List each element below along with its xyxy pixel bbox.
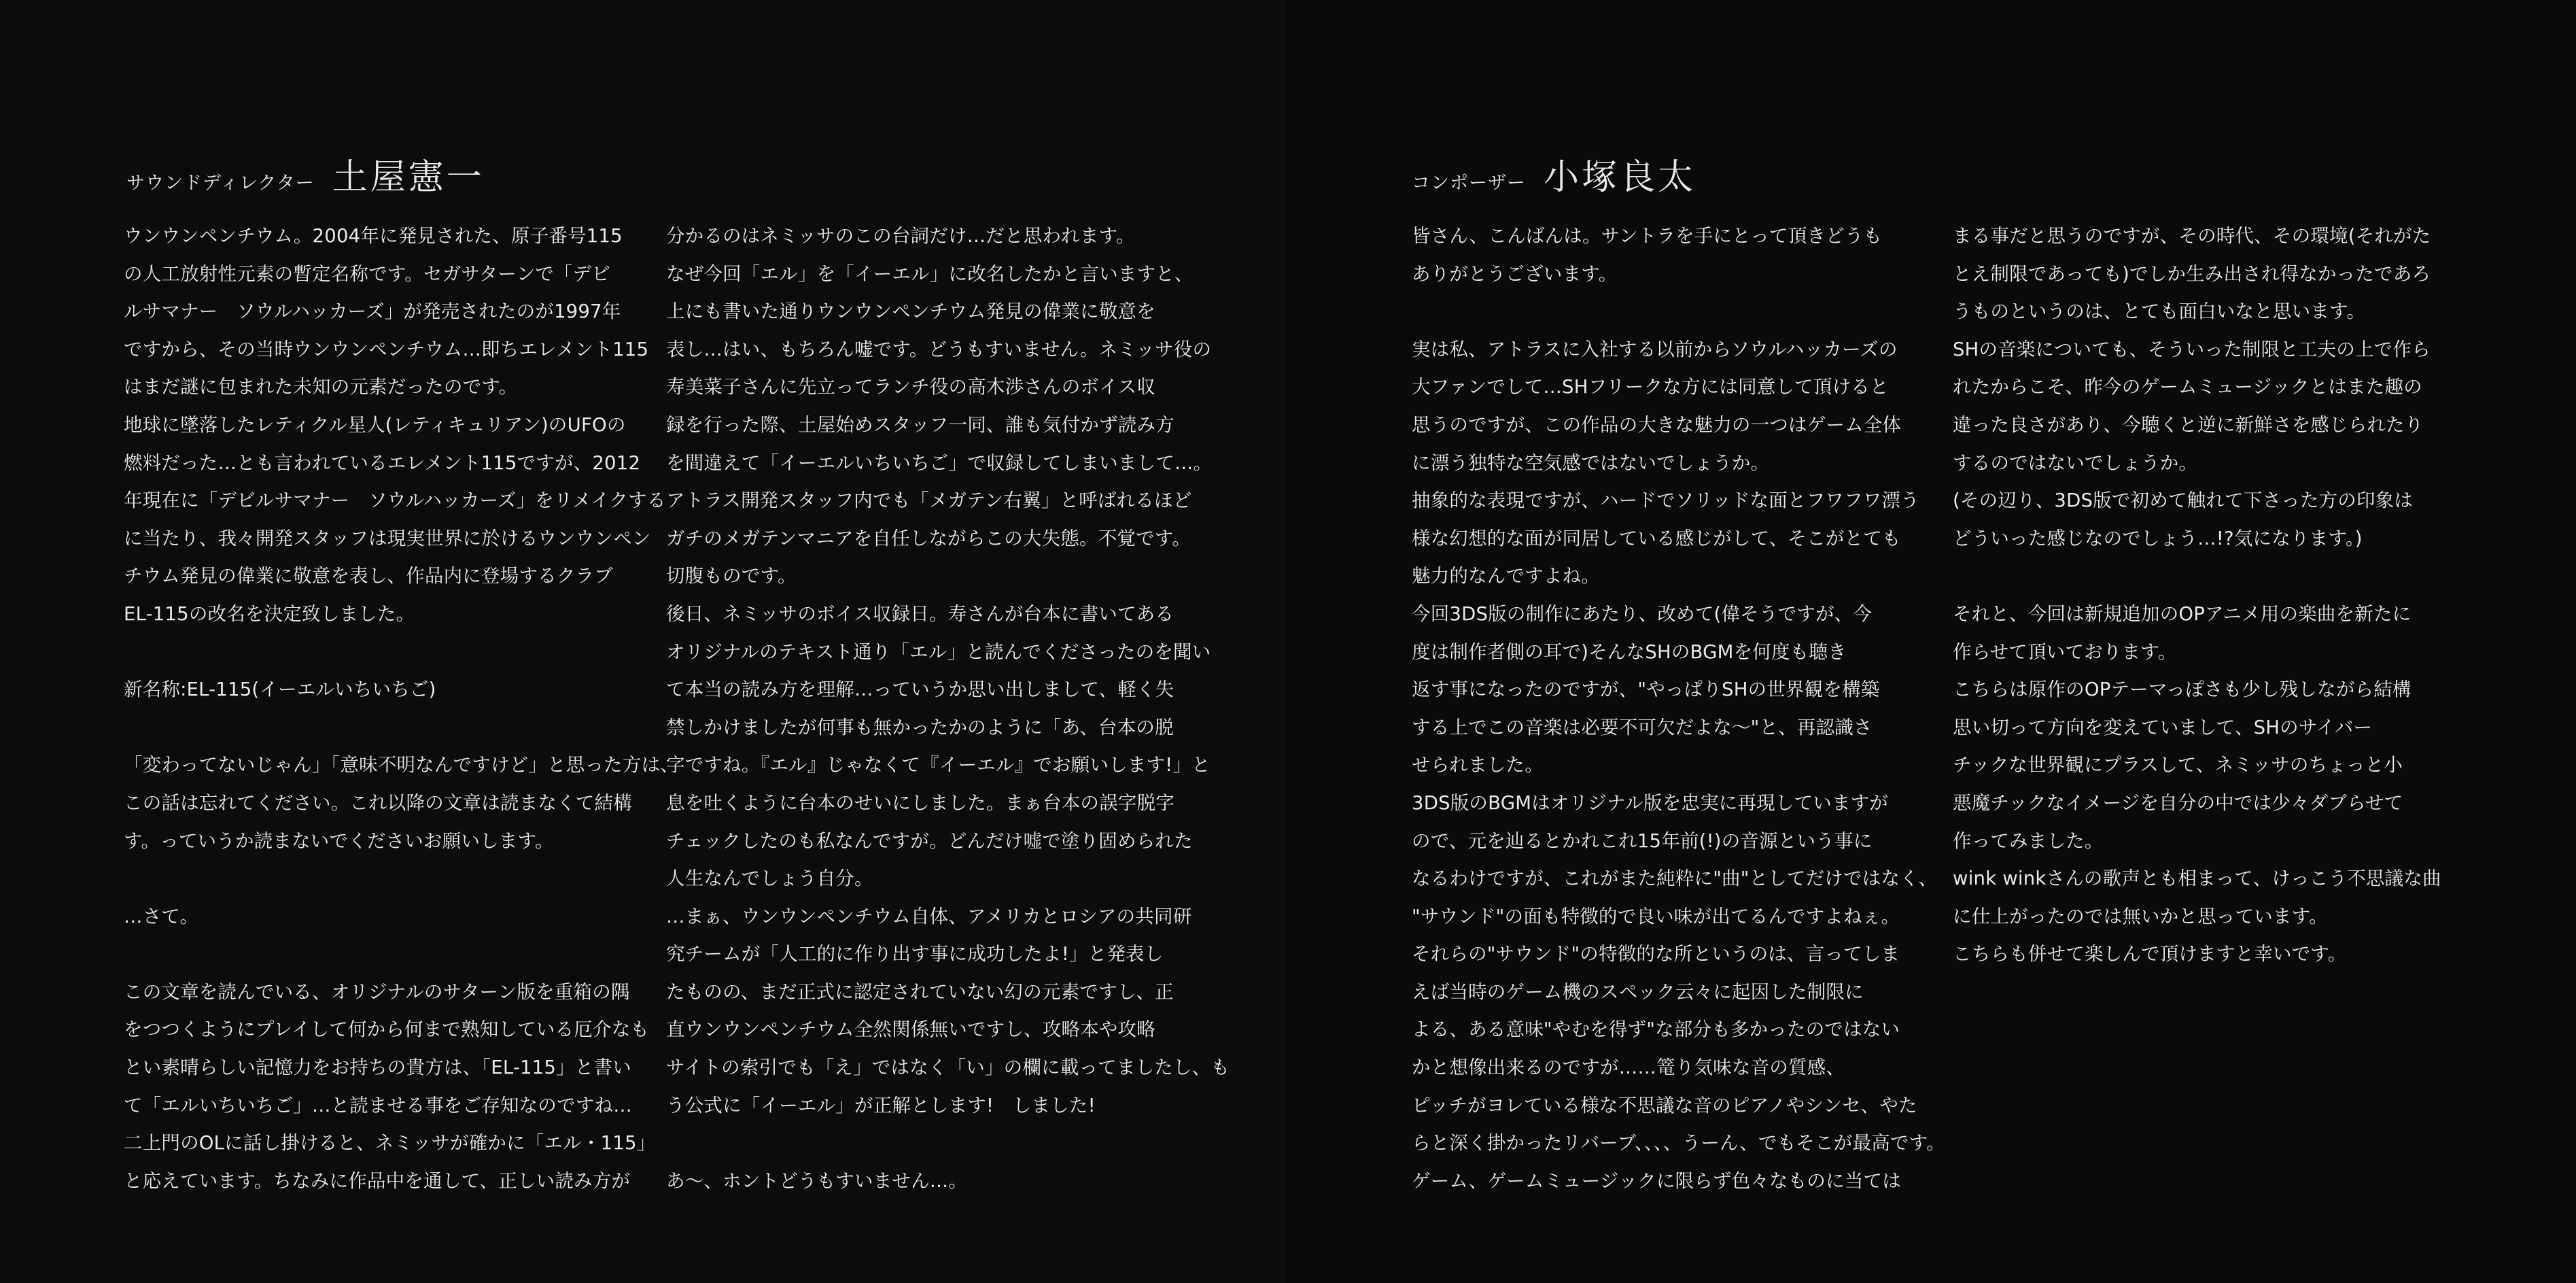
text-line: 悪魔チックなイメージを自分の中では少々ダブらせて <box>1953 791 2403 814</box>
text-line: たものの、まだ正式に認定されていない幻の元素ですし、正 <box>666 980 1174 1003</box>
text-line: て「エルいちいちご」…と読ませる事をご存知なのですね… <box>124 1094 632 1116</box>
text-line: 字ですね。『エル』じゃなくて『イーエル』でお願いします!」と <box>666 754 1211 776</box>
text-line: とい素晴らしい記憶力をお持ちの貴方は、「EL-115」と書い <box>124 1057 631 1079</box>
blank-line <box>124 634 627 672</box>
text-line: ですから、その当時ウンウンペンチウム…即ちエレメント115 <box>124 338 649 360</box>
text-line: を間違えて「イーエルいちいちご」で収録してしまいまして…。 <box>666 451 1213 474</box>
text-line: らと深く掛かったリバーブ、、、、うーん、でもそこが最高です。 <box>1412 1132 1945 1154</box>
text-line: …まぁ、ウンウンペンチウム自体、アメリカとロシアの共同研 <box>666 905 1192 927</box>
text-line: えば当時のゲーム機のスペック云々に起因した制限に <box>1412 980 1864 1003</box>
text-line: なぜ今回「エル」を「イーエル」に改名したかと言いますと、 <box>666 262 1194 285</box>
text-line: 息を吐くように台本のせいにしました。まぁ台本の誤字脱字 <box>666 791 1174 814</box>
text-line: この話は忘れてください。これ以降の文章は読まなくて結構 <box>124 791 632 814</box>
text-line: 禁しかけましたが何事も無かったかのように「あ、台本の脱 <box>666 716 1174 738</box>
text-line: …さて。 <box>124 905 199 927</box>
text-line: せられました。 <box>1412 754 1544 776</box>
right-page <box>1288 0 2576 1283</box>
text-line: 寿美菜子さんに先立ってランチ役の高木渉さんのボイス収 <box>666 376 1155 398</box>
blank-line <box>666 1125 1169 1163</box>
text-line: アトラス開発スタッフ内でも「メガテン右翼」と呼ばれるほど <box>666 490 1192 512</box>
text-line: こちらも併せて楽しんで頂けますと幸いです。 <box>1953 943 2347 965</box>
text-line: あ～、ホントどうもすいません…。 <box>666 1169 968 1192</box>
text-line: 切腹ものです。 <box>666 565 797 587</box>
text-line: ピッチがヨレている様な不思議な音のピアノやシンセ、やた <box>1412 1094 1917 1116</box>
text-line: 様な幻想的な面が同居している感じがして、そこがとても <box>1412 527 1901 549</box>
left-name: 土屋憲一 <box>332 157 485 198</box>
text-line: 新名称:EL-115(イーエルいちいちご) <box>124 679 436 701</box>
text-line: SHの音楽についても、そういった制限と工夫の上で作ら <box>1953 338 2431 360</box>
text-line: なるわけですが、これがまた純粋に"曲"としてだけではなく、 <box>1412 868 1938 890</box>
text-line: (その辺り、3DS版で初めて触れて下さった方の印象は <box>1953 490 2414 512</box>
text-line: 録を行った際、土屋始めスタッフ一同、誰も気付かず読み方 <box>666 413 1174 436</box>
text-line: オリジナルのテキスト通り「エル」と読んでくださったのを聞い <box>666 640 1211 663</box>
text-line: チェックしたのも私なんですが。どんだけ嘘で塗り固められた <box>666 829 1193 852</box>
text-line: 魅力的なんですよね。 <box>1412 565 1600 587</box>
text-line: 地球に墜落したレティクル星人(レティキュリアン)のUFOの <box>124 413 626 436</box>
text-line: と応えています。ちなみに作品中を通して、正しい読み方が <box>124 1169 631 1192</box>
text-line: EL-115の改名を決定致しました。 <box>124 602 415 625</box>
text-line: 3DS版のBGMはオリジナル版を忠実に再現していますが <box>1412 791 1889 814</box>
text-line: こちらは原作のOPテーマっぽさも少し残しながら結構 <box>1953 679 2412 701</box>
text-line: ウンウンペンチウム。2004年に発見された、原子番号115 <box>124 225 623 247</box>
text-line: 後日、ネミッサのボイス収録日。寿さんが台本に書いてある <box>666 602 1174 625</box>
left-heading <box>126 148 485 199</box>
text-line: 年現在に「デビルサマナー ソウルハッカーズ」をリメイクする <box>124 490 666 512</box>
right-heading <box>1412 148 1696 199</box>
text-line: この文章を読んでいる、オリジナルのサターン版を重箱の隅 <box>124 980 630 1003</box>
text-line: それと、今回は新規追加のOPアニメ用の楽曲を新たに <box>1953 602 2412 625</box>
text-line: wink winkさんの歌声とも相まって、けっこう不思議な曲 <box>1953 868 2441 890</box>
blank-line <box>124 709 627 747</box>
text-line: 直ウンウンペンチウム全然関係無いですし、攻略本や攻略 <box>666 1019 1155 1041</box>
text-line: かと想像出来るのですが……篭り気味な音の質感、 <box>1412 1057 1845 1079</box>
text-line: 皆さん、こんばんは。サントラを手にとって頂きどうも <box>1412 225 1883 247</box>
text-line: する上でこの音楽は必要不可欠だよな～"と、再認識さ <box>1412 716 1873 738</box>
text-line: 二上門のOLに話し掛けると、ネミッサが確かに「エル・115」 <box>124 1132 656 1154</box>
text-line: 上にも書いた通りウンウンペンチウム発見の偉業に敬意を <box>666 301 1155 323</box>
text-line: するのではないでしょうか。 <box>1953 451 2198 474</box>
text-line: 思い切って方向を変えていまして、SHのサイバー <box>1953 716 2373 738</box>
text-line: 違った良さがあり、今聴くと逆に新鮮さを感じられたり <box>1953 413 2424 436</box>
text-line: よる、ある意味"やむを得ず"な部分も多かったのではない <box>1412 1019 1900 1041</box>
right-role: コンポーザー <box>1412 173 1526 194</box>
text-line: 「変わってないじゃん」「意味不明なんですけど」と思った方は、 <box>124 754 679 776</box>
text-line: 作ってみました。 <box>1953 829 2104 852</box>
text-line: うものというのは、とても面白いなと思います。 <box>1953 301 2366 323</box>
left-column-1 <box>124 218 679 1200</box>
text-line: とえ制限であっても)でしか生み出され得なかったであろ <box>1953 262 2431 285</box>
text-line: 人生なんでしょう自分。 <box>666 868 873 890</box>
text-line: れたからこそ、昨今のゲームミュージックとはまた趣の <box>1953 376 2422 398</box>
text-line: どういった感じなのでしょう…!?気になります。) <box>1953 527 2363 549</box>
blank-line <box>1953 558 2456 596</box>
text-line: 大ファンでして…SHフリークな方には同意して頂けると <box>1412 376 1889 398</box>
text-line: 思うのですが、この作品の大きな魅力の一つはゲーム全体 <box>1412 413 1902 436</box>
text-line: の人工放射性元素の暫定名称です。セガサターンで「デビ <box>124 262 611 285</box>
text-line: 度は制作者側の耳で)そんなSHのBGMを何度も聴き <box>1412 640 1847 663</box>
text-line: チックな世界観にプラスして、ネミッサのちょっと小 <box>1953 754 2403 776</box>
text-line: まる事だと思うのですが、その時代、その環境(それがた <box>1953 225 2431 247</box>
text-line: 表し…はい、もちろん嘘です。どうもすいません。ネミッサ役の <box>666 338 1212 360</box>
text-line: ので、元を辿るとかれこれ15年前(!)の音源という事に <box>1412 829 1873 852</box>
text-line: う公式に「イーエル」が正解とします! しました! <box>666 1094 1096 1116</box>
text-line: チウム発見の偉業に敬意を表し、作品内に登場するクラブ <box>124 565 613 587</box>
text-line: をつつくようにプレイして何から何まで熟知している厄介なも <box>124 1019 650 1041</box>
text-line: 究チームが「人工的に作り出す事に成功したよ!」と発表し <box>666 943 1164 965</box>
left-role: サウンドディレクター <box>126 173 315 194</box>
text-line: 実は私、アトラスに入社する以前からソウルハッカーズの <box>1412 338 1898 360</box>
text-line: 分かるのはネミッサのこの台詞だけ…だと思われます。 <box>666 225 1135 247</box>
right-column-2 <box>1953 218 2456 974</box>
text-line: "サウンド"の面も特徴的で良い味が出てるんですよねぇ。 <box>1412 905 1900 927</box>
text-line: て本当の読み方を理解…っていうか思い出しまして、軽く失 <box>666 679 1174 701</box>
text-line: 今回3DS版の制作にあたり、改めて(偉そうですが、今 <box>1412 602 1873 625</box>
text-line: ガチのメガテンマニアを自任しながらこの大失態。不覚です。 <box>666 527 1191 549</box>
text-line: 返す事になったのですが、"やっぱりSHの世界観を構築 <box>1412 679 1880 701</box>
blank-line <box>1412 293 1915 331</box>
text-line: に当たり、我々開発スタッフは現実世界に於けるウンウンペン <box>124 527 651 549</box>
text-line: ルサマナー ソウルハッカーズ」が発売されたのが1997年 <box>124 301 621 323</box>
right-name: 小塚良太 <box>1544 157 1696 198</box>
blank-line <box>124 936 627 974</box>
text-line: サイトの索引でも「え」ではなく「い」の欄に載ってましたし、も <box>666 1057 1230 1079</box>
text-line: 抽象的な表現ですが、ハードでソリッドな面とフワフワ漂う <box>1412 490 1919 512</box>
left-column-2 <box>666 218 1230 1200</box>
text-line: ありがとうございます。 <box>1412 262 1618 285</box>
blank-line <box>124 860 627 898</box>
text-line: はまだ謎に包まれた未知の元素だったのです。 <box>124 376 518 398</box>
text-line: 作らせて頂いております。 <box>1953 640 2177 663</box>
text-line: 燃料だった…とも言われているエレメント115ですが、2012 <box>124 451 641 474</box>
text-line: す。っていうか読まないでくださいお願いします。 <box>124 829 554 852</box>
text-line: ゲーム、ゲームミュージックに限らず色々なものに当ては <box>1412 1169 1901 1192</box>
text-line: に漂う独特な空気感ではないでしょうか。 <box>1412 451 1770 474</box>
right-column-1 <box>1412 218 1945 1200</box>
text-line: それらの"サウンド"の特徴的な所というのは、言ってしま <box>1412 943 1900 965</box>
text-line: に仕上がったのでは無いかと思っています。 <box>1953 905 2328 927</box>
